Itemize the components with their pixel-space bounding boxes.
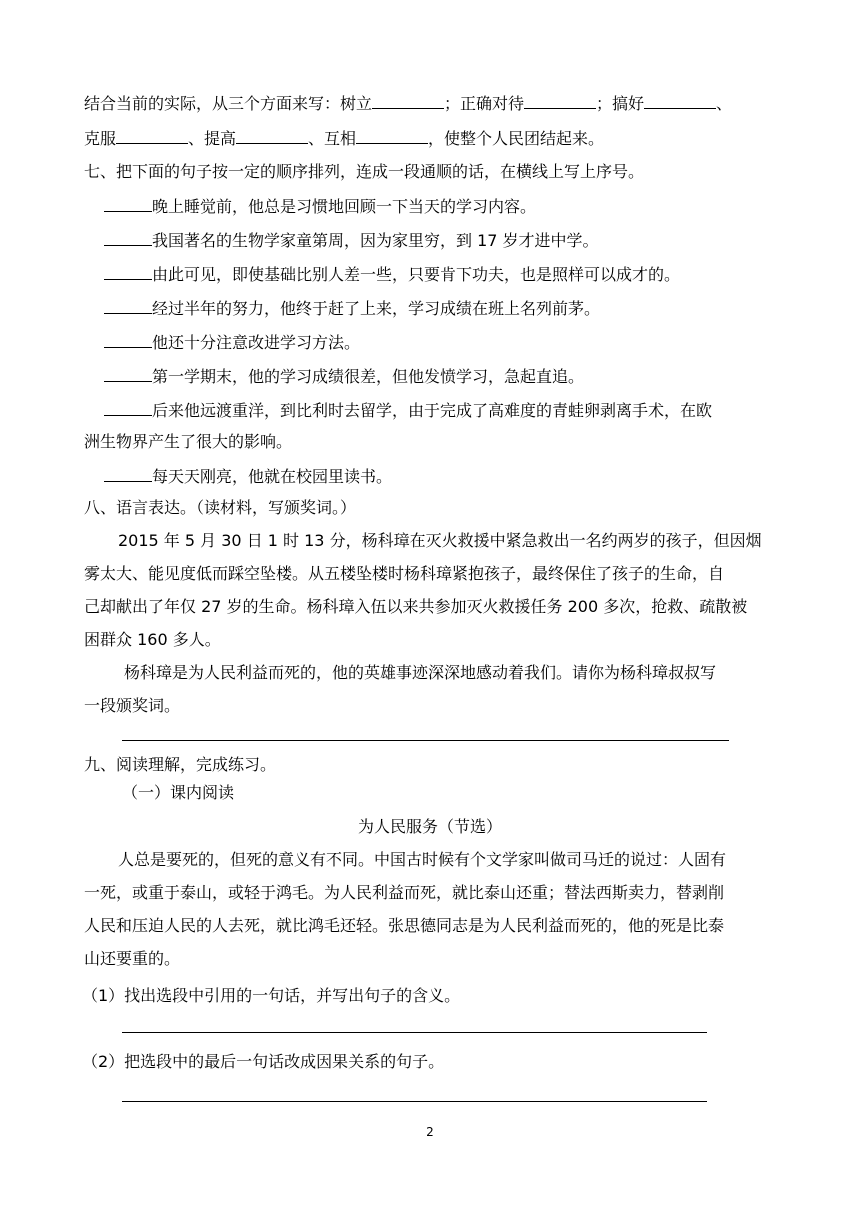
question-2-answer-line[interactable] [122, 1101, 707, 1102]
q8-answer-line[interactable] [122, 740, 729, 741]
question-2: （2）把选段中的最后一句话改成因果关系的句子。 [82, 1052, 445, 1071]
page-number: 2 [426, 1125, 434, 1139]
order-blank[interactable] [104, 400, 152, 416]
q9-subtitle: （一）课内阅读 [122, 783, 235, 802]
q7-item-2: 我国著名的生物学家童第周，因为家里穷，到 17 岁才进中学。 [104, 230, 599, 251]
q7-item-8: 每天天刚亮，他就在校园里读书。 [104, 466, 392, 487]
q7-item-6: 第一学期末，他的学习成绩很差，但他发愤学习，急起直追。 [104, 366, 584, 387]
q6-line-1: 结合当前的实际，从三个方面来写：树立 ；正确对待 ；搞好 、 [84, 94, 733, 113]
q7-item-7: 后来他远渡重洋，到比利时去留学，由于完成了高难度的青蛙卵剥离手术，在欧 [104, 400, 712, 421]
q8-prompt-line-1: 杨科璋是为人民利益而死的，他的英雄事迹深深地感动着我们。请你为杨科璋叔叔写 [124, 663, 717, 682]
order-blank[interactable] [104, 298, 152, 314]
order-blank[interactable] [104, 264, 152, 280]
q8-title: 八、语言表达。（读材料，写颁奖词。） [84, 498, 357, 517]
answer-blank[interactable] [356, 128, 428, 144]
order-blank[interactable] [104, 332, 152, 348]
q9-title: 九、阅读理解，完成练习。 [84, 755, 277, 774]
q7-title: 七、把下面的句子按一定的顺序排列，连成一段通顺的话，在横线上写上序号。 [84, 162, 645, 181]
q7-item-7-continued: 洲生物界产生了很大的影响。 [84, 432, 293, 451]
passage-line-2: 一死，或重于泰山，或轻于鸿毛。为人民利益而死，就比泰山还重；替法西斯卖力，替剥削 [84, 883, 725, 902]
order-blank[interactable] [104, 230, 152, 246]
passage-line-4: 山还要重的。 [84, 949, 181, 968]
answer-blank[interactable] [644, 93, 716, 109]
q8-paragraph-line-1: 2015 年 5 月 30 日 1 时 13 分，杨科璋在灭火救援中紧急救出一名约两岁的孩子，但因烟 [118, 531, 762, 550]
passage-line-1: 人总是要死的，但死的意义有不同。中国古时候有个文学家叫做司马迁的说过：人固有 [118, 850, 727, 869]
order-blank[interactable] [104, 466, 152, 482]
q6-line-2: 克服 、提高 、互相 ，使整个人民团结起来。 [84, 129, 605, 148]
q7-item-3: 由此可见，即使基础比别人差一些，只要肯下功夫，也是照样可以成才的。 [104, 264, 680, 285]
answer-blank[interactable] [116, 128, 188, 144]
q7-item-5: 他还十分注意改进学习方法。 [104, 332, 360, 353]
q7-item-4: 经过半年的努力，他终于赶了上来，学习成绩在班上名列前茅。 [104, 298, 600, 319]
answer-blank[interactable] [372, 93, 444, 109]
passage-line-3: 人民和压迫人民的人去死，就比鸿毛还轻。张思德同志是为人民利益而死的，他的死是比泰 [84, 916, 725, 935]
question-1-answer-line[interactable] [122, 1032, 707, 1033]
answer-blank[interactable] [524, 93, 596, 109]
q8-paragraph-line-3: 己却献出了年仅 27 岁的生命。杨科璋入伍以来共参加灭火救援任务 200 多次，抢救、疏散被 [84, 597, 748, 616]
q7-item-1: 晚上睡觉前，他总是习惯地回顾一下当天的学习内容。 [104, 196, 536, 217]
passage-title: 为人民服务（节选） [357, 817, 502, 836]
order-blank[interactable] [104, 366, 152, 382]
question-1: （1）找出选段中引用的一句话，并写出句子的含义。 [82, 986, 461, 1005]
q8-prompt-line-2: 一段颁奖词。 [84, 696, 181, 715]
order-blank[interactable] [104, 196, 152, 212]
answer-blank[interactable] [236, 128, 308, 144]
q8-paragraph-line-4: 困群众 160 多人。 [84, 630, 221, 649]
q8-paragraph-line-2: 雾太大、能见度低而踩空坠楼。从五楼坠楼时杨科璋紧抱孩子，最终保住了孩子的生命，自 [84, 564, 725, 583]
